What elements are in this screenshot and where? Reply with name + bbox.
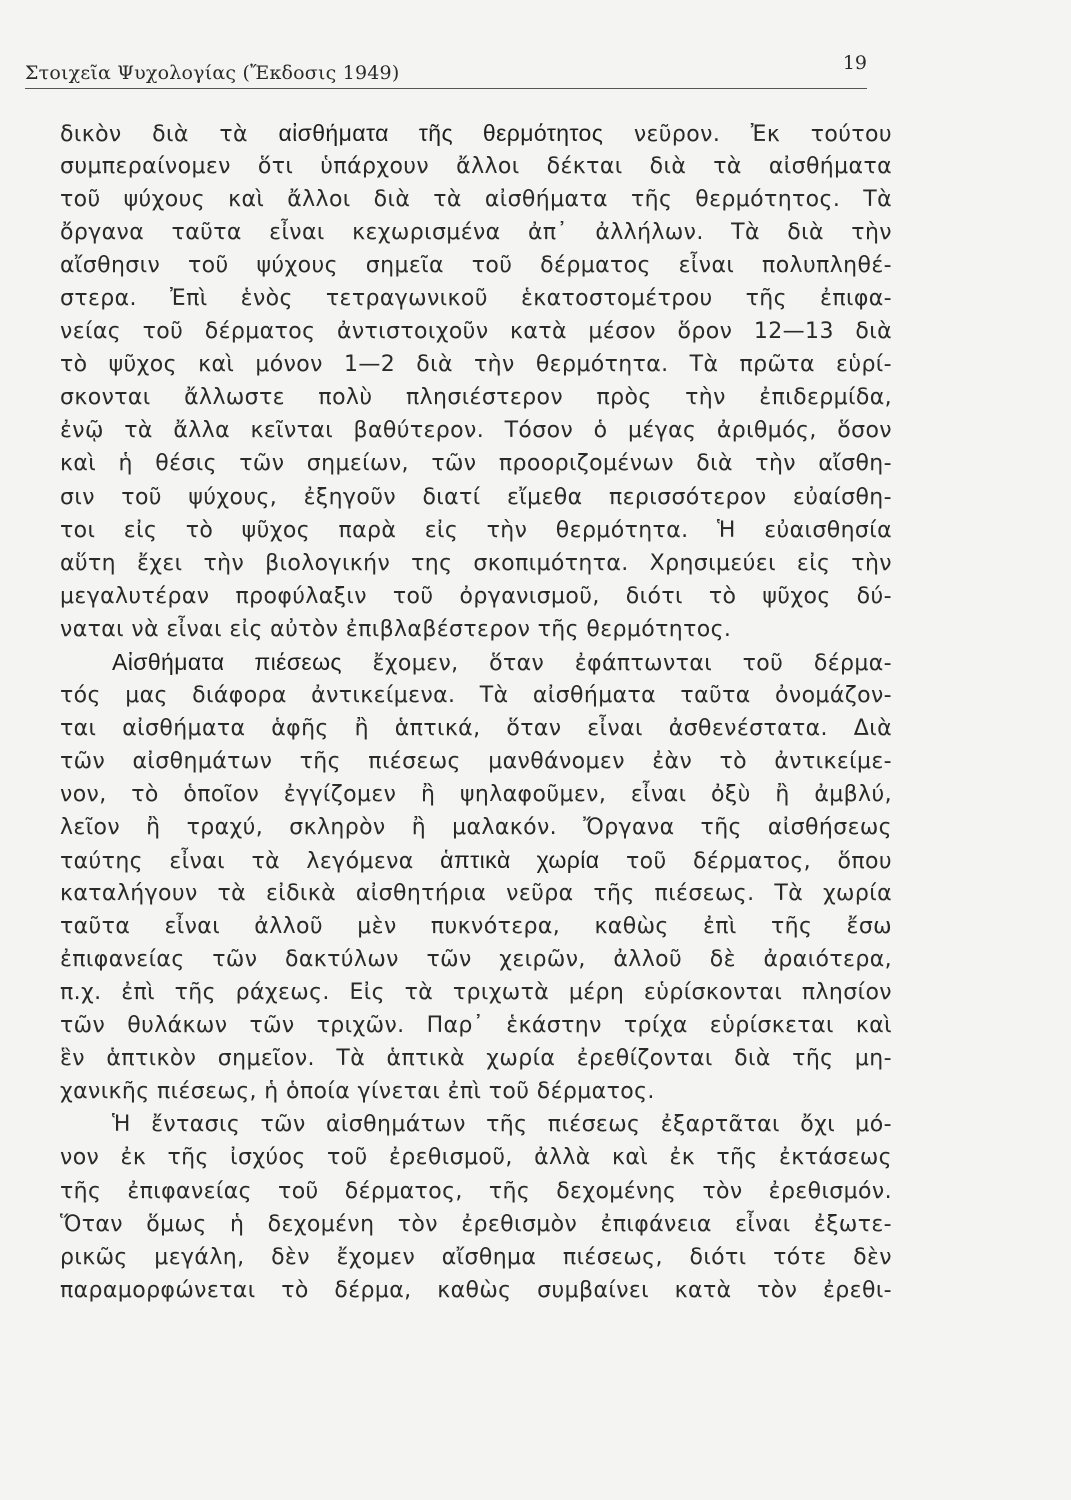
text-line: νον ἐκ τῆς ἰσχύος τοῦ ἐρεθισμοῦ, ἀλλὰ καὶ ἐκ τῆς ἐκτάσεως [60,1145,892,1171]
page-number: 19 [842,52,867,74]
text-line: ταύτης εἶναι τὰ λεγόμενα ἁπτικὰ χωρία τοῦ δέρματος, ὅπου [60,847,892,875]
header-rule [25,88,867,89]
text-line: μεγαλυτέραν προφύλαξιν τοῦ ὀργανισμοῦ, διότι τὸ ψῦχος δύ- [60,583,892,609]
text-line: ὄργανα ταῦτα εἶναι κεχωρισμένα ἀπ᾿ ἀλλήλων. Τὰ διὰ τὴν [60,220,892,246]
paragraph-pressure [60,646,892,1109]
text-line: συμπεραίνομεν ὅτι ὑπάρχουν ἄλλοι δέκται διὰ τὰ αἰσθήματα [60,154,892,180]
text-line: νείας τοῦ δέρματος ἀντιστοιχοῦν κατὰ μέσον ὅρον 12—13 διὰ [60,319,892,345]
text-line: ναται νὰ εἶναι εἰς αὐτὸν ἐπιβλαβέστερον τῆς θερμότητος. [60,616,732,642]
body-text [60,117,892,1307]
text-line: Ὅταν ὅμως ἡ δεχομένη τὸν ἐρεθισμὸν ἐπιφάνεια εἶναι ἐξωτε- [60,1211,892,1237]
text-line: Ἡ ἔντασις τῶν αἰσθημάτων τῆς πιέσεως ἐξαρτᾶται ὄχι μό- [112,1112,892,1138]
text-line: παραμορφώνεται τὸ δέρμα, καθὼς συμβαίνει κατὰ τὸν ἐρεθι- [60,1277,892,1303]
text-line: καὶ ἡ θέσις τῶν σημείων, τῶν προοριζομένων διὰ τὴν αἴσθη- [60,451,892,477]
text-line: στερα. Ἐπὶ ἑνὸς τετραγωνικοῦ ἑκατοστομέτρου τῆς ἐπιφα- [60,286,892,312]
running-header [25,52,867,92]
text-line: τῆς ἐπιφανείας τοῦ δέρματος, τῆς δεχομένης τὸν ἐρεθισμόν. [60,1178,892,1204]
text-line: τός μας διάφορα ἀντικείμενα. Τὰ αἰσθήματα ταῦτα ὀνομάζον- [60,682,892,708]
text-line: τῶν αἰσθημάτων τῆς πιέσεως μανθάνομεν ἐὰν τὸ ἀντικείμε- [60,748,892,774]
text-line: ἐνῷ τὰ ἄλλα κεῖνται βαθύτερον. Τόσον ὁ μέγας ἀριθμός, ὅσον [60,418,892,444]
text-line: νον, τὸ ὁποῖον ἐγγίζομεν ἢ ψηλαφοῦμεν, εἶναι ὀξὺ ἢ ἀμβλύ, [60,781,892,807]
text-line: αἴσθησιν τοῦ ψύχους σημεῖα τοῦ δέρματος εἶναι πολυπληθέ- [60,253,892,279]
text-line: δικὸν διὰ τὰ αἰσθήματα τῆς θερμότητος νεῦρον. Ἐκ τούτου [60,120,892,147]
text-line: σκονται ἄλλωστε πολὺ πλησιέστερον πρὸς τὴν ἐπιδερμίδα, [60,385,892,411]
text-line: Αἰσθήματα πιέσεως ἔχομεν, ὅταν ἐφάπτωνται τοῦ δέρμα- [112,648,892,676]
text-line: τοῦ ψύχους καὶ ἄλλοι διὰ τὰ αἰσθήματα τῆς θερμότητος. Τὰ [60,187,892,213]
paragraph-thermal [60,117,892,646]
text-line: ἐπιφανείας τῶν δακτύλων τῶν χειρῶν, ἀλλοῦ δὲ ἀραιότερα, [60,947,892,973]
emphasized-term: αἰσθήματα τῆς θερμότητος [278,120,604,146]
emphasized-term: Αἰσθήματα πιέσεως [112,648,342,675]
paragraph-intensity [60,1108,892,1306]
text-line: καταλήγουν τὰ εἰδικὰ αἰσθητήρια νεῦρα τῆς πιέσεως. Τὰ χωρία [60,881,892,907]
text-line: αὕτη ἔχει τὴν βιολογικήν της σκοπιμότητα. Χρησιμεύει εἰς τὴν [60,550,892,576]
text-line: σιν τοῦ ψύχους, ἐξηγοῦν διατί εἴμεθα περισσότερον εὐαίσθη- [60,484,892,510]
text-line: ρικῶς μεγάλη, δὲν ἔχομεν αἴσθημα πιέσεως, διότι τότε δὲν [60,1244,892,1270]
running-title: Στοιχεῖα Ψυχολογίας (Ἔκδοσις 1949) [25,62,400,84]
text-line: τοι εἰς τὸ ψῦχος παρὰ εἰς τὴν θερμότητα. Ἡ εὐαισθησία [60,517,892,543]
emphasized-term: ἁπτικὰ χωρία [440,847,600,874]
text-line: ταῦτα εἶναι ἀλλοῦ μὲν πυκνότερα, καθὼς ἐπὶ τῆς ἔσω [60,914,892,940]
text-line: χανικῆς πιέσεως, ἡ ὁποία γίνεται ἐπὶ τοῦ δέρματος. [60,1079,655,1105]
text-line: π.χ. ἐπὶ τῆς ράχεως. Εἰς τὰ τριχωτὰ μέρη εὑρίσκονται πλησίον [60,980,892,1006]
text-line: ἓν ἁπτικὸν σημεῖον. Τὰ ἁπτικὰ χωρία ἐρεθίζονται διὰ τῆς μη- [60,1046,892,1072]
text-line: τῶν θυλάκων τῶν τριχῶν. Παρ᾿ ἑκάστην τρίχα εὑρίσκεται καὶ [60,1013,892,1039]
text-line: τὸ ψῦχος καὶ μόνον 1—2 διὰ τὴν θερμότητα. Τὰ πρῶτα εὑρί- [60,352,892,378]
text-line: λεῖον ἢ τραχύ, σκληρὸν ἢ μαλακόν. Ὄργανα τῆς αἰσθήσεως [60,814,892,840]
text-line: ται αἰσθήματα ἁφῆς ἢ ἁπτικά, ὅταν εἶναι ἀσθενέστατα. Διὰ [60,715,892,741]
